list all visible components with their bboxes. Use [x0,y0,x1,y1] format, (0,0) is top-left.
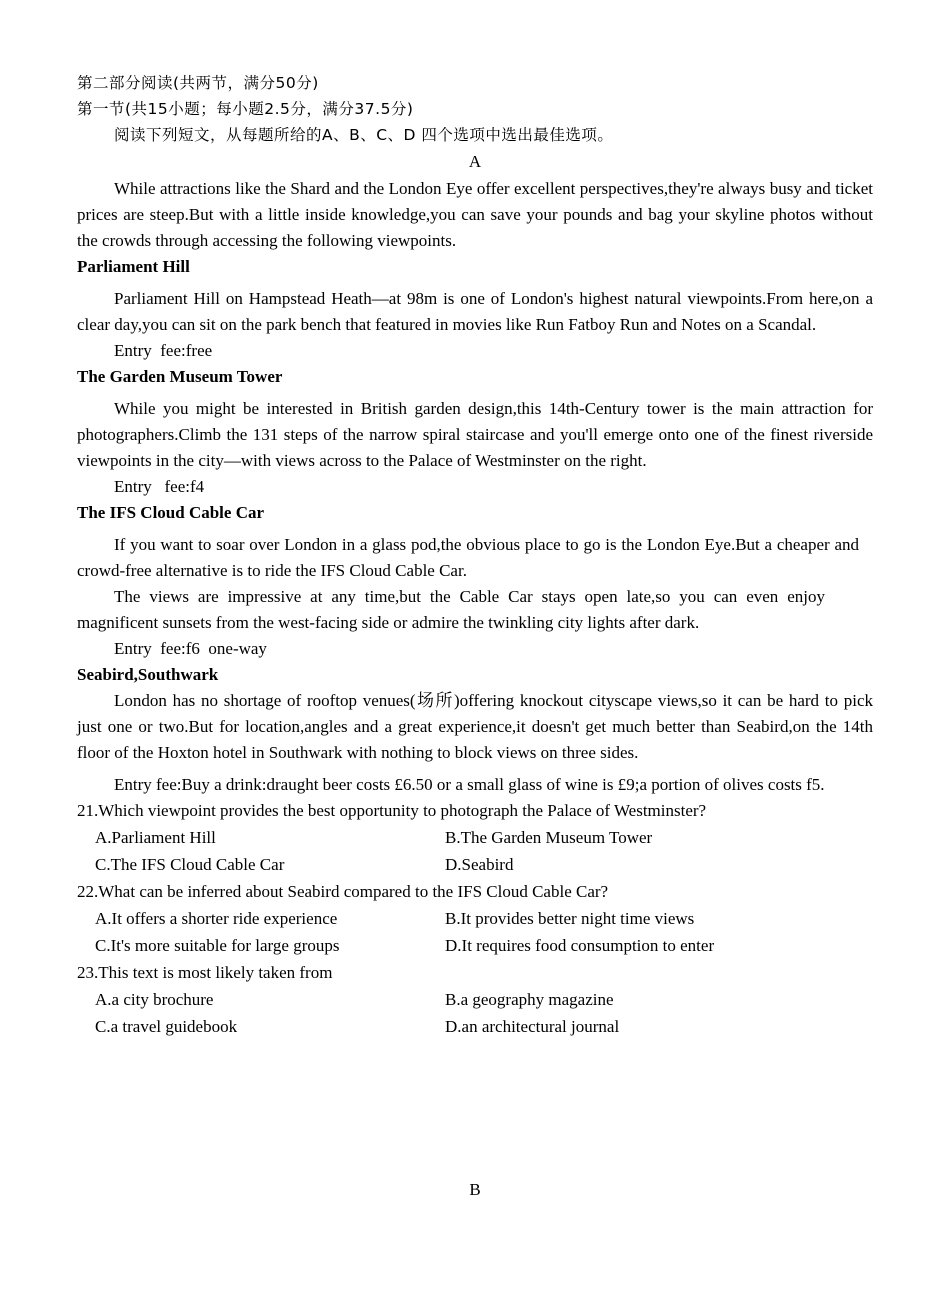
option-c: C.It's more suitable for large groups [95,936,340,955]
section-heading: The Garden Museum Tower [77,367,283,386]
option-b: B.The Garden Museum Tower [445,828,653,847]
option-d: D.an architectural journal [445,1017,620,1036]
question-stem: 21.Which viewpoint provides the best opportunity to photograph the Palace of Westminster? [77,801,707,820]
question-stem: 22.What can be inferred about Seabird compared to the IFS Cloud Cable Car? [77,882,609,901]
option-a: A.a city brochure [95,990,214,1009]
option-d: D.Seabird [445,855,514,874]
section-heading: Seabird,Southwark [77,665,219,684]
question-stem: 23.This text is most likely taken from [77,963,333,982]
entry-fee: Entry fee:f6 one-way [114,639,267,658]
section-paragraph: While you might be interested in British garden design,this 14th-Century tower is the main attraction for photographers.Climb the 131 steps of the narrow spiral staircase and you'll emerge onto one of the finest riverside viewpoints in the city—with views across to the Palace of Westminster on the right. [77,399,873,470]
option-row [77,825,873,851]
option-row [77,906,873,932]
section-heading: Parliament Hill [77,257,190,276]
option-b: B.It provides better night time views [445,909,695,928]
option-row [77,852,873,878]
part-title: 第二部分阅读(共两节，满分50分) [77,74,319,92]
option-a: A.It offers a shorter ride experience [95,909,338,928]
section-paragraph: The views are impressive at any time,but the Cable Car stays open late,so you can even enjoy magnificent sunsets from the west-facing side or admire the twinkling city lights after dark. [77,587,825,632]
entry-fee: Entry fee:f4 [114,477,205,496]
option-c: C.a travel guidebook [95,1017,238,1036]
option-a: A.Parliament Hill [95,828,216,847]
instruction: 阅读下列短文，从每题所给的A、B、C、D 四个选项中选出最佳选项。 [114,126,614,144]
option-row [77,1014,873,1040]
entry-fee: Entry fee:free [114,341,213,360]
next-passage-letter: B [469,1180,481,1199]
option-row [77,987,873,1013]
option-c: C.The IFS Cloud Cable Car [95,855,285,874]
section-paragraph: If you want to soar over London in a glass pod,the obvious place to go is the London Eye.But a cheaper and crowd-free alternative is to ride the IFS Cloud Cable Car. [77,535,859,580]
entry-fee: Entry fee:Buy a drink:draught beer costs £6.50 or a small glass of wine is £9;a portion of olives costs f5. [114,775,825,794]
option-row [77,933,873,959]
intro-paragraph: While attractions like the Shard and the London Eye offer excellent perspectives,they're always busy and ticket prices are steep.But with a little inside knowledge,you can save your pounds and bag your skyline photos without the crowds through accessing the following viewpoints. [77,179,873,250]
section-heading: The IFS Cloud Cable Car [77,503,265,522]
exam-page [77,70,873,1041]
section-title: 第一节(共15小题；每小题2.5分，满分37.5分) [77,100,414,118]
section-paragraph: London has no shortage of rooftop venues(场所)offering knockout cityscape views,so it can be hard to pick just one or two.But for location,angles and a great experience,it doesn't get much better than Seabird,on the 14th floor of the Hoxton hotel in Southwark with nothing to block views on three sides. [77,691,873,762]
passage-letter: A [468,152,482,171]
option-b: B.a geography magazine [445,990,614,1009]
section-paragraph: Parliament Hill on Hampstead Heath—at 98m is one of London's highest natural viewpoints.From here,on a clear day,you can sit on the park bench that featured in movies like Run Fatboy Run and Notes on a Scandal. [77,289,873,334]
option-d: D.It requires food consumption to enter [445,936,715,955]
